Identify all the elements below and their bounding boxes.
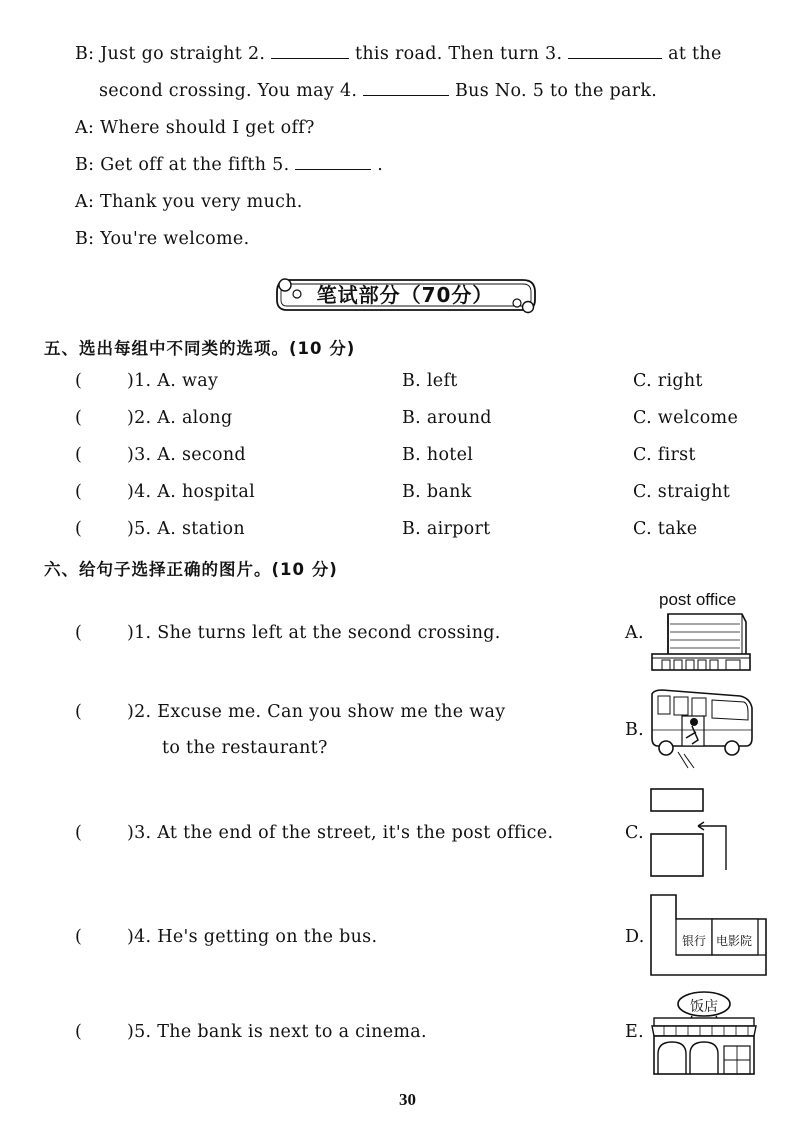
- option-c: C. take: [633, 519, 698, 539]
- option-c: C. welcome: [633, 408, 739, 428]
- sentence-text: )4. He's getting on the bus.: [127, 927, 378, 947]
- answer-paren[interactable]: (: [75, 408, 83, 428]
- sentence-text: )5. The bank is next to a cinema.: [127, 1022, 427, 1042]
- answer-paren[interactable]: (: [75, 927, 83, 947]
- dialogue-b1-part3: at the: [668, 44, 722, 64]
- option-b: B. around: [402, 408, 492, 428]
- answer-paren[interactable]: (: [75, 445, 83, 465]
- sentence-text: )3. At the end of the street, it's the post office.: [127, 823, 554, 843]
- dialogue-line-b3: B: You're welcome.: [75, 229, 250, 249]
- option-b: B. airport: [402, 519, 491, 539]
- answer-paren[interactable]: (: [75, 371, 83, 391]
- option-letter-e: E.: [625, 1022, 644, 1042]
- post-office-label: post office: [659, 590, 737, 609]
- option-a: )2. A. along: [127, 408, 233, 428]
- dialogue-line-b1-cont: [99, 81, 657, 101]
- banner-title: 笔试部分（70分）: [316, 283, 494, 307]
- option-a: )1. A. way: [127, 371, 219, 391]
- answer-paren[interactable]: (: [75, 519, 83, 539]
- dialogue-line-b1: [75, 44, 780, 64]
- blank-5[interactable]: [295, 168, 371, 170]
- blank-2[interactable]: [271, 57, 349, 59]
- dialogue-line-b2: [75, 155, 383, 175]
- dialogue-b1-part1: B: Just go straight 2.: [75, 44, 266, 64]
- option-b: B. left: [402, 371, 458, 391]
- route-map-icon: [648, 786, 732, 880]
- option-b: B. hotel: [402, 445, 474, 465]
- section6-heading: 六、给句子选择正确的图片。(10 分): [44, 560, 338, 579]
- answer-paren[interactable]: (: [75, 823, 83, 843]
- dialogue-b2-end: .: [377, 155, 384, 175]
- option-a: )3. A. second: [127, 445, 246, 465]
- option-a: )5. A. station: [127, 519, 245, 539]
- sentence-text-cont: to the restaurant?: [162, 738, 328, 758]
- section5-heading: 五、选出每组中不同类的选项。(10 分): [44, 339, 356, 358]
- option-b: B. bank: [402, 482, 472, 502]
- bank-label: 银行: [682, 934, 707, 948]
- post-office-icon: [650, 610, 752, 672]
- dialogue-b1-line2-part1: second crossing. You may 4.: [99, 81, 358, 101]
- restaurant-label: 饭店: [690, 999, 718, 1015]
- dialogue-b2-text: B: Get off at the fifth 5.: [75, 155, 290, 175]
- written-part-banner: [273, 276, 537, 314]
- option-letter-d: D.: [625, 927, 645, 947]
- dialogue-b1-part2: this road. Then turn 3.: [355, 44, 563, 64]
- option-letter-a: A.: [625, 623, 644, 643]
- answer-paren[interactable]: (: [75, 702, 83, 722]
- option-c: C. right: [633, 371, 703, 391]
- option-a: )4. A. hospital: [127, 482, 255, 502]
- option-letter-c: C.: [625, 823, 644, 843]
- dialogue-b1-line2-part2: Bus No. 5 to the park.: [455, 81, 658, 101]
- page-number: 30: [399, 1090, 416, 1109]
- blank-4[interactable]: [363, 94, 449, 96]
- option-c: C. straight: [633, 482, 731, 502]
- dialogue-line-a2: A: Where should I get off?: [75, 118, 315, 138]
- sentence-text: )1. She turns left at the second crossing.: [127, 623, 501, 643]
- bus-icon: [648, 688, 756, 772]
- option-letter-b: B.: [625, 720, 645, 740]
- cinema-label: 电影院: [716, 934, 753, 948]
- sentence-text: )2. Excuse me. Can you show me the way: [127, 702, 506, 722]
- answer-paren[interactable]: (: [75, 1022, 83, 1042]
- blank-3[interactable]: [568, 57, 662, 59]
- answer-paren[interactable]: (: [75, 623, 83, 643]
- option-c: C. first: [633, 445, 696, 465]
- answer-paren[interactable]: (: [75, 482, 83, 502]
- dialogue-line-a3: A: Thank you very much.: [75, 192, 303, 212]
